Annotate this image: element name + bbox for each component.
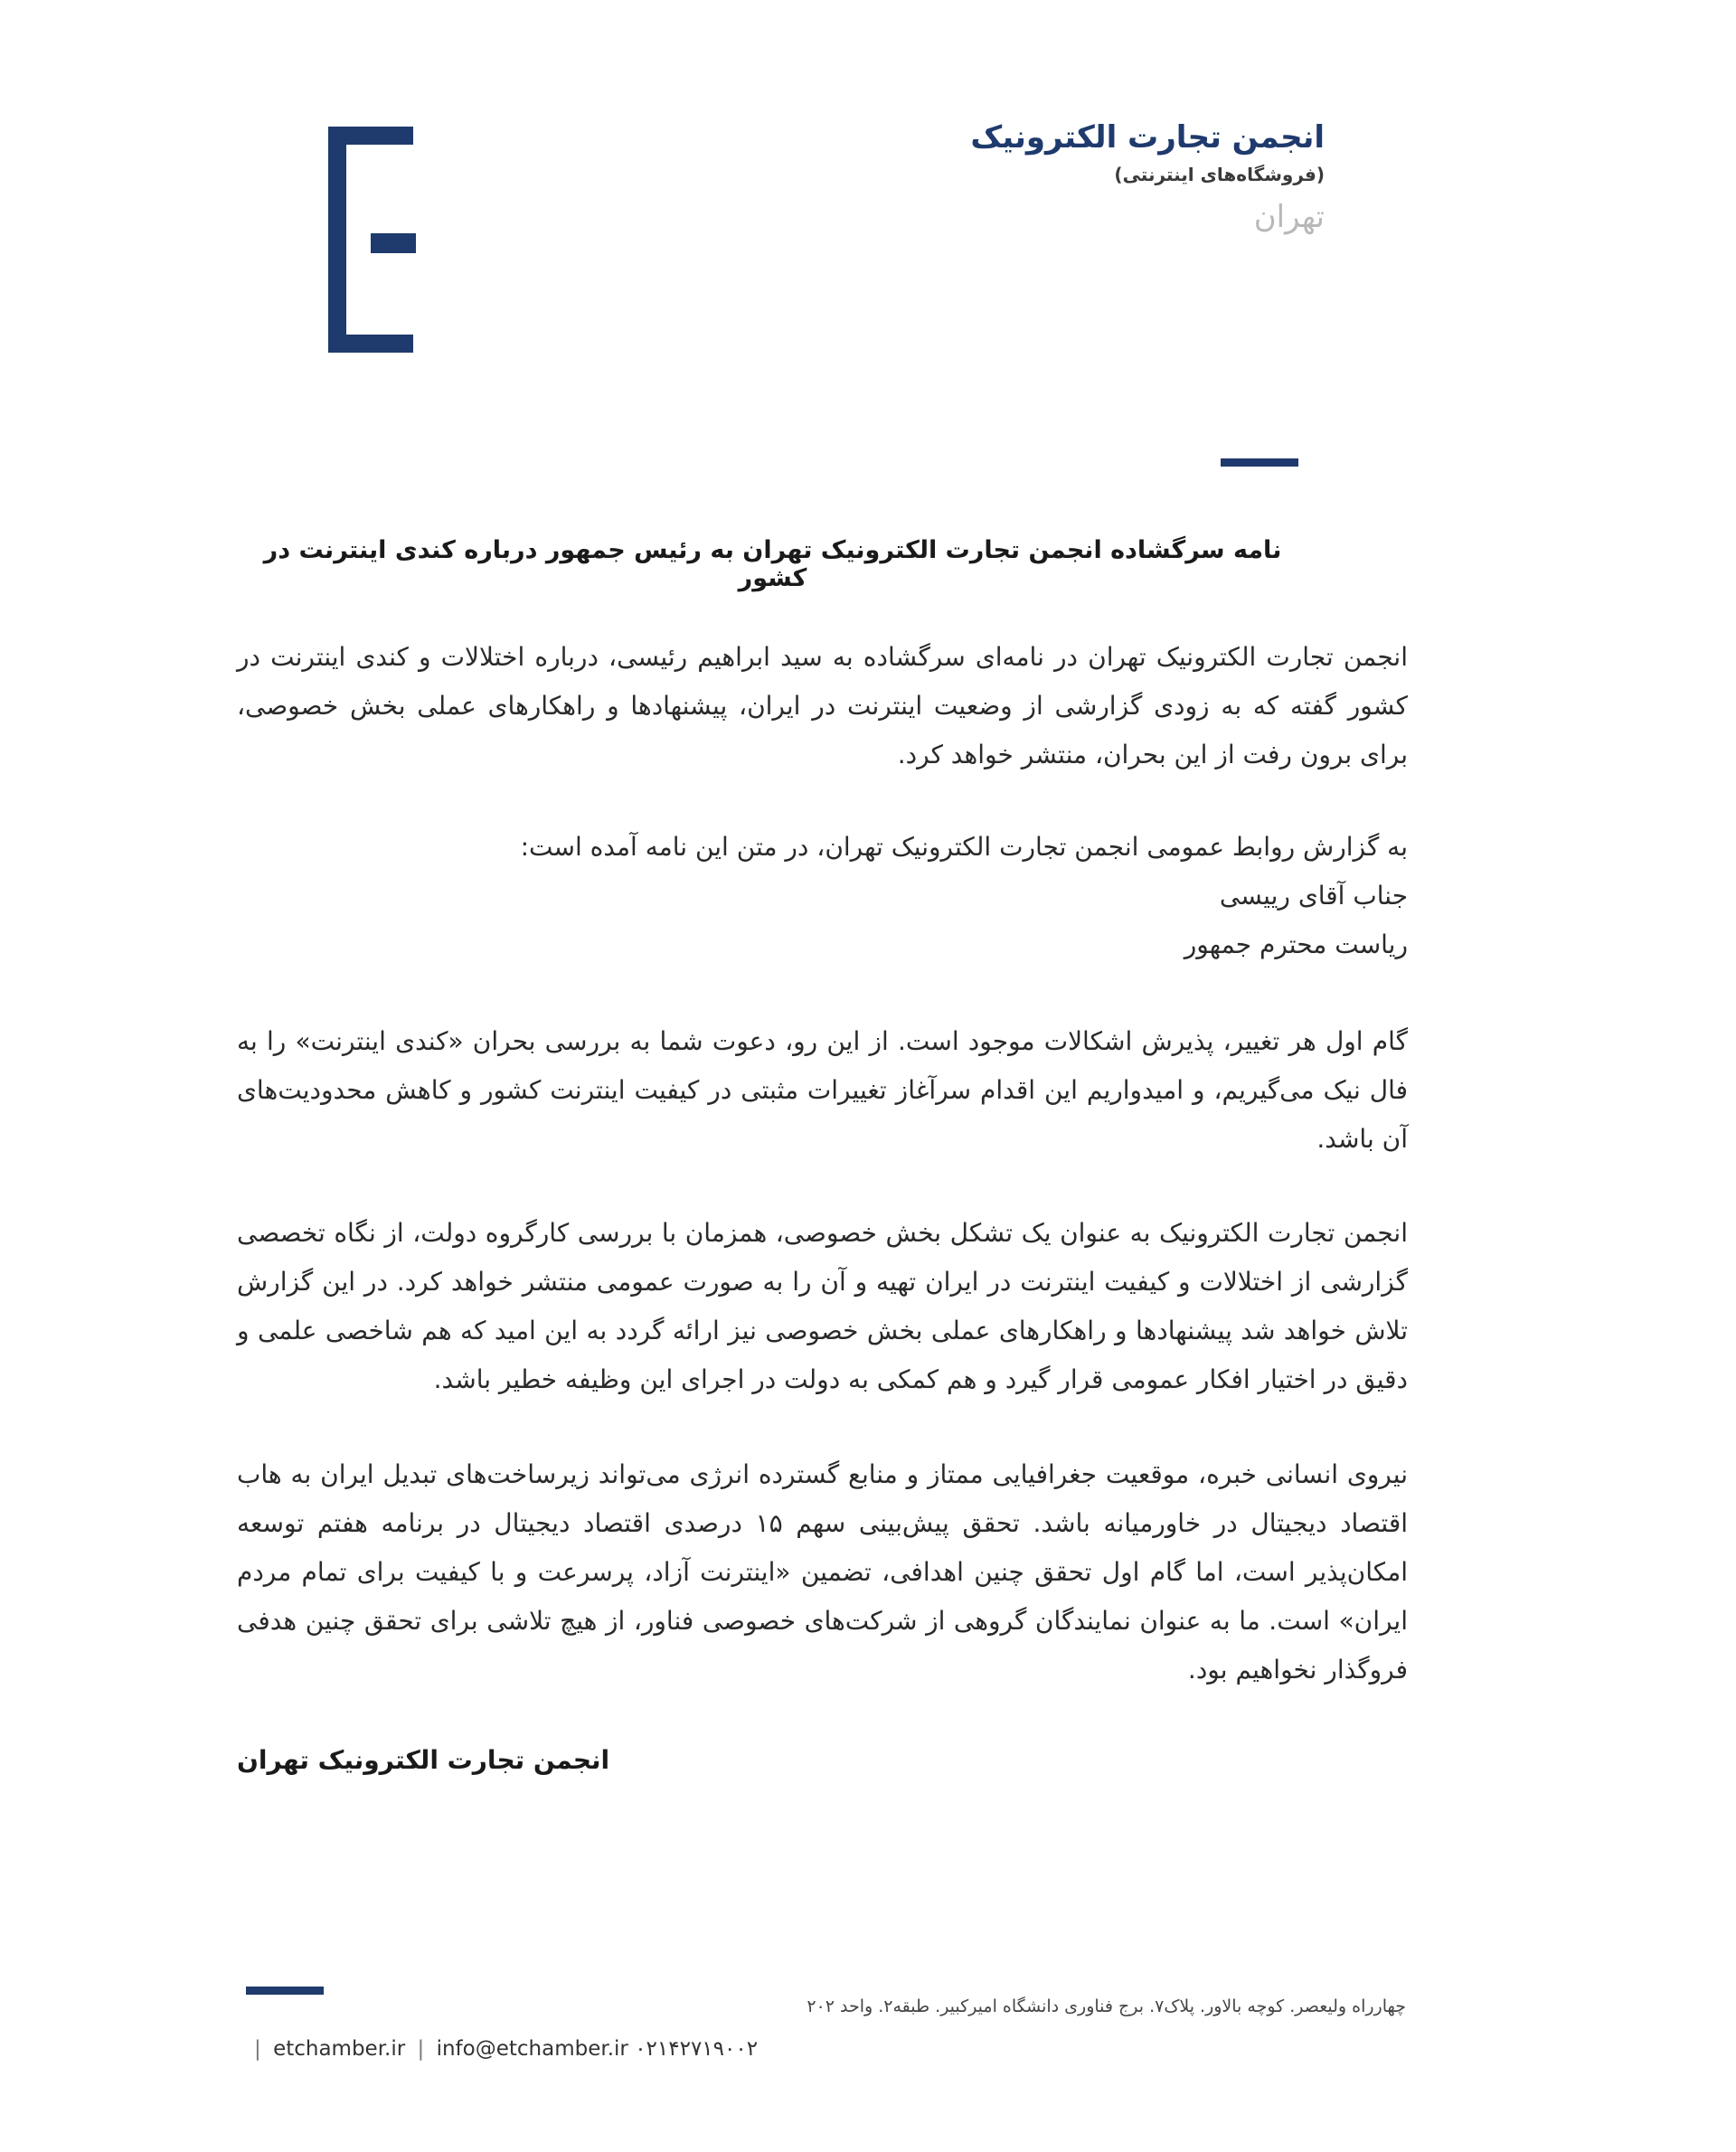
separator: | [417,2037,425,2061]
report-intro: به گزارش روابط عمومی انجمن تجارت الکترونیک تهران، در متن این نامه آمده است: [520,832,1408,862]
org-city: تهران [1253,199,1325,236]
footer-address: چهارراه ولیعصر. کوچه بالاور. پلاک۷. برج فناوری دانشگاه امیرکبیر. طبقه۲. واحد ۲۰۲ [807,1996,1406,2016]
paragraph-report-plan: انجمن تجارت الکترونیک به عنوان یک تشکل بخش خصوصی، همزمان با بررسی کارگروه دولت، از نگاه تخصصی گزارشی از اختلالات و کیفیت اینترنت در ایران تهیه و آن را به صورت عمومی منتشر خواهد کرد. در این گزارش تلاش خواهد شد پیشنهادها و راهکارهای عملی بخش خصوصی نیز ارائه گردد به این امید که هم شاخصی علمی و دقیق در اختیار افکار عمومی قرار گیرد و هم کمکی به دولت در اجرای این وظیفه خطیر باشد. [237,1218,1408,1394]
etchamber-logo-icon [321,127,420,353]
salutation-line-2: ریاست محترم جمهور [1184,930,1408,959]
salutation-block [237,823,1408,969]
paragraph-first-step: گام اول هر تغییر، پذیرش اشکالات موجود است. از این رو، دعوت شما به بررسی بحران «کندی اینترنت» را به فال نیک می‌گیریم، و امیدواریم این اقدام سرآغاز تغییرات مثبتی در کیفیت اینترنت کشور و کاهش محدودیت‌های آن باشد. [237,1026,1408,1154]
org-subtitle: (فروشگاه‌های اینترنتی) [1114,164,1325,186]
phone-number: ۰۲۱۴۲۷۱۹۰۰۲ [635,2037,759,2061]
letter-title: نامه سرگشاده انجمن تجارت الکترونیک تهران به رئیس جمهور درباره کندی اینترنت در کشور [263,536,1282,592]
salutation-line-1: جناب آقای رییسی [1219,881,1408,911]
email-link[interactable]: info@etchamber.ir [436,2037,628,2061]
paragraph-digital-hub: نیروی انسانی خبره، موقعیت جغرافیایی ممتاز و منابع گسترده انرژی می‌تواند زیرساخت‌های تبدیل ایران به هاب اقتصاد دیجیتال در خاورمیانه باشد. تحقق پیش‌بینی سهم ۱۵ درصدی اقتصاد دیجیتال در برنامه هفتم توسعه امکان‌پذیر است، اما گام اول تحقق چنین اهدافی، تضمین «اینترنت آزاد، پرسرعت و با کیفیت برای تمام مردم ایران» است. ما به عنوان نمایندگان گروهی از شرکت‌های خصوصی فناور، از هیچ تلاشی برای تحقق چنین هدفی فروگذار نخواهیم بود. [237,1459,1408,1685]
top-divider [1221,458,1298,467]
paragraph-intro: انجمن تجارت الکترونیک تهران در نامه‌ای سرگشاده به سید ابراهیم رئیسی، درباره اختلالات و کندی اینترنت در کشور گفته که به زودی گزارشی از وضعیت اینترنت در ایران، پیشنهادها و راهکارهای عملی بخش خصوصی، برای برون رفت از این بحران، منتشر خواهد کرد. [237,642,1408,769]
signature: انجمن تجارت الکترونیک تهران [237,1745,610,1775]
separator: | [254,2037,261,2061]
website-link[interactable]: etchamber.ir [273,2037,406,2061]
org-name: انجمن تجارت الکترونیک [970,119,1325,156]
footer-divider [246,1987,324,1995]
footer-contacts [249,2037,758,2061]
org-header [970,118,1325,237]
